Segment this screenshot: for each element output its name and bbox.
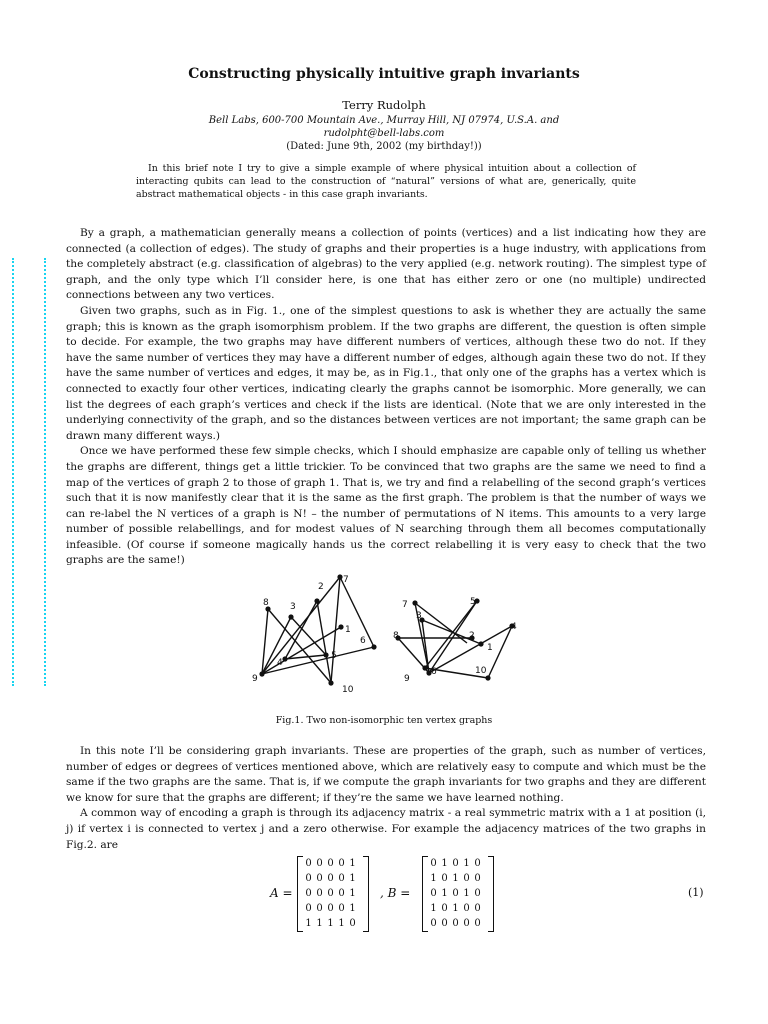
body-section-2 [66, 744, 706, 853]
graph2-label: 10 [475, 666, 487, 676]
graph1-label: 8 [263, 598, 269, 608]
paper-title: Constructing physically intuitive graph invariants [188, 66, 580, 82]
graph2-labels [393, 597, 517, 684]
graph2-label: 3 [416, 611, 422, 621]
graph2-label: 5 [470, 597, 476, 607]
body-section-1 [66, 226, 706, 569]
graph1-labels [252, 575, 366, 695]
equation-1 [0, 856, 768, 936]
graph2-label: 8 [393, 631, 399, 641]
graph1-label: 6 [360, 636, 366, 646]
affiliation-line: Bell Labs, 600-700 Mountain Ave., Murray Hill, NJ 07974, U.S.A. and [208, 115, 560, 126]
dated-line: (Dated: June 9th, 2002 (my birthday!)) [286, 141, 482, 152]
matrix-b-row: 1 0 1 0 0 [430, 903, 481, 914]
author-affiliation [0, 114, 768, 140]
matrix-a-row: 1 1 1 1 0 [305, 918, 356, 929]
graph2-label: 7 [402, 600, 408, 610]
matrix-b-row: 0 0 0 0 0 [430, 918, 481, 929]
paragraph-1: By a graph, a mathematician generally means a collection of points (vertices) and a list indicating how they are connected (a collection of edges). The study of graphs and their properties is a huge industry, with applications from the completely abstract (e.g. classification of algebras) to the very applied (e.g. network routing). The simplest type of graph, and the only type which I’ll consider here, is one that has either zero or one (no multiple) undirected connections between any two vertices. [66, 227, 706, 302]
graph1-label: 4 [277, 658, 283, 668]
matrix-a-row: 0 0 0 0 1 [305, 903, 356, 914]
graph2-label: 6 [431, 667, 437, 677]
matrix-a-row: 0 0 0 0 1 [305, 858, 356, 869]
arxiv-sidebar-stamp [12, 258, 46, 686]
matrix-b [422, 856, 494, 932]
author-name: Terry Rudolph [342, 98, 426, 112]
matrix-b-label: , B = [380, 886, 411, 900]
matrix-b-row: 0 1 0 1 0 [430, 888, 481, 899]
figure-caption: Fig.1. Two non-isomorphic ten vertex graphs [275, 715, 493, 726]
matrix-a-row: 0 0 0 0 1 [305, 873, 356, 884]
figure-graphs [250, 570, 530, 695]
paragraph-3: Once we have performed these few simple checks, which I should emphasize are capable only of telling us whether the graphs are different, things get a little trickier. To be convinced that two graphs are the same we need to find a map of the vertices of graph 2 to those of graph 1. That is, we try and find a relabelling of the second graph’s vertices such that it is now manifestly clear that it is the same as the first graph. The problem is that the number of ways we can re-label the N vertices of a graph is N! – the number of permutations of N items. This amounts to a very large number of possible relabellings, and for modest values of N searching through them all becomes computationally infeasible. (Of course if someone magically hands us the correct relabelling it is very easy to check that the two graphs are the same!) [66, 445, 706, 567]
graph2-vertices [395, 598, 514, 680]
author-email: rudolpht@bell-labs.com [323, 128, 445, 139]
equation-number: (1) [688, 886, 704, 899]
graph2-label: 1 [487, 643, 493, 653]
graph1-label: 9 [252, 674, 258, 684]
paragraph-2: Given two graphs, such as in Fig. 1., one of the simplest questions to ask is whether they are actually the same graph; this is known as the graph isomorphism problem. If the two graphs are different, the question is often simple to decide. For example, the two graphs may have different numbers of vertices, although these two do not. If they have the same number of vertices they may have a different number of edges, although again these two do not. If they have the same number of vertices and edges, it may be, as in Fig.1., that only one of the graphs has a vertex which is connected to exactly four other vertices, indicating clearly the graphs cannot be isomorphic. More generally, we can list the degrees of each graph’s vertices and check if the lists are identical. (Note that we are only interested in the underlying connectivity of the graph, and so the distances between vertices are not important; the same graph can be drawn many different ways.) [66, 304, 706, 442]
graph2-label: 9 [404, 674, 410, 684]
graph1-label: 3 [290, 602, 296, 612]
graph1-label: 10 [342, 685, 354, 695]
matrix-b-row: 1 0 1 0 0 [430, 873, 481, 884]
paragraph-4: In this note I’ll be considering graph invariants. These are properties of the graph, such as number of vertices, number of edges or degrees of vertices mentioned above, which are relatively easy to compute and which must be the same if the two graphs are the same. That is, if we compute the graph invariants for two graphs and they are different we know for sure that the graphs are different; if they’re the same we have learned nothing. [66, 745, 706, 804]
graph2-label: 2 [469, 631, 475, 641]
graph2-label: 4 [511, 622, 517, 632]
abstract: In this brief note I try to give a simple example of where physical intuition about a collection of interacting qubits can lead to the construction of “natural” versions of what are, generically, quite abstract mathematical objects - in this case graph invariants. [136, 163, 636, 200]
graph1-label: 2 [318, 582, 324, 592]
paragraph-5: A common way of encoding a graph is through its adjacency matrix - a real symmetric matrix with a 1 at position (i, j) if vertex i is connected to vertex j and a zero otherwise. For example the adjacency matrices of the two graphs in Fig.2. are [66, 807, 706, 851]
matrix-b-row: 0 1 0 1 0 [430, 858, 481, 869]
graph1-label: 7 [343, 575, 349, 585]
matrix-a [297, 856, 369, 932]
graph1-label: 1 [345, 625, 351, 635]
matrix-a-label: A = [270, 886, 293, 900]
graph1-label: 5 [331, 651, 337, 661]
matrix-a-row: 0 0 0 0 1 [305, 888, 356, 899]
